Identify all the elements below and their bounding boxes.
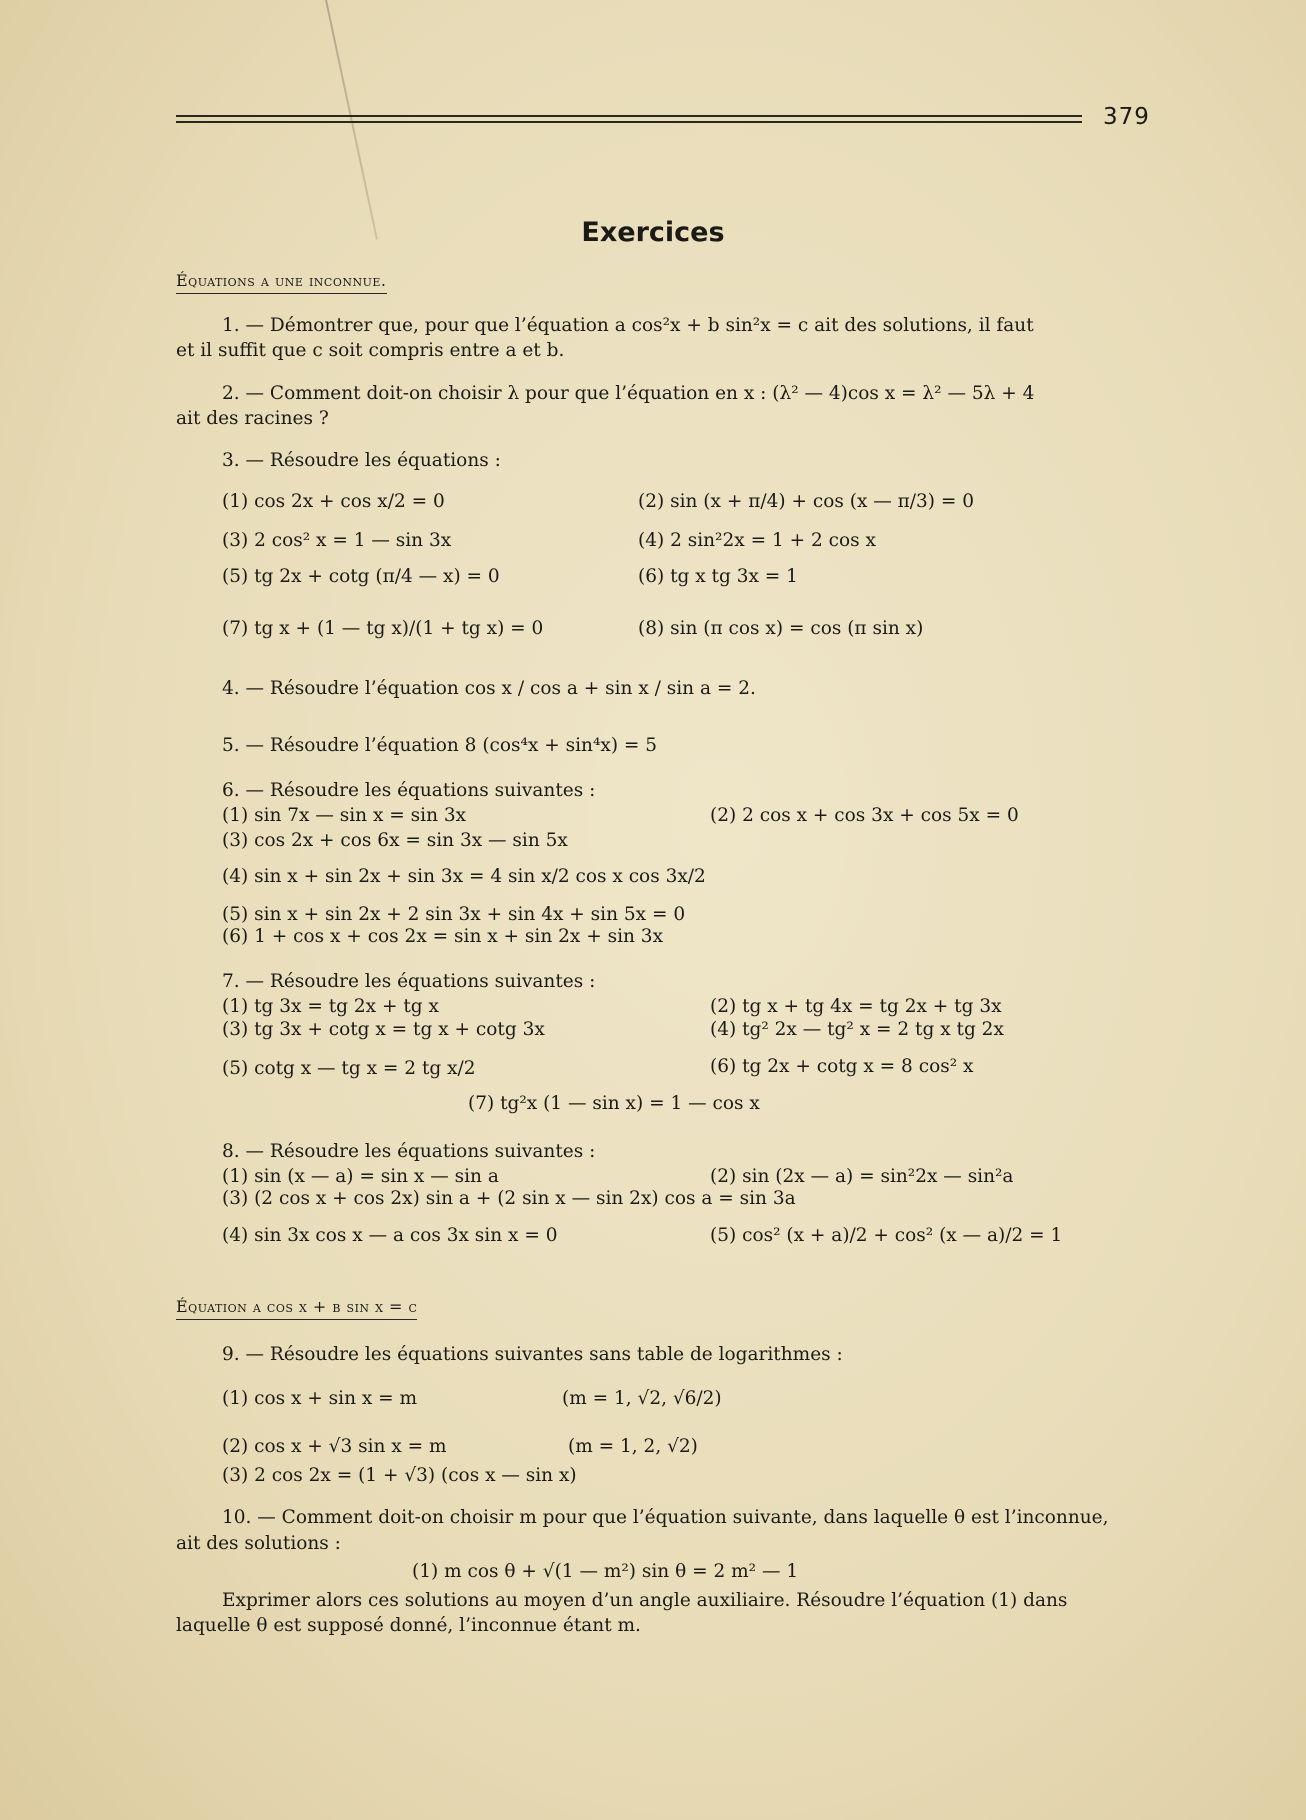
equation: (2) tg x + tg 4x = tg 2x + tg 3x (710, 996, 1002, 1017)
section-heading: Équation a cos x + b sin x = c (176, 1297, 417, 1320)
equation: (8) sin (π cos x) = cos (π sin x) (638, 618, 924, 639)
equation: (7) tg x + (1 — tg x)/(1 + tg x) = 0 (222, 618, 544, 639)
exercise-10-line-1: 10. — Comment doit-on choisir m pour que l’équation suivante, dans laquelle θ est l’inconnue, (222, 1507, 1109, 1528)
equation: (1) cos x + sin x = m (222, 1388, 418, 1409)
equation: (6) tg 2x + cotg x = 8 cos² x (710, 1056, 974, 1077)
exercise-4: 4. — Résoudre l’équation cos x / cos a + sin x / sin a = 2. (222, 678, 756, 699)
header-rule (176, 115, 1082, 117)
exercise-9-heading: 9. — Résoudre les équations suivantes sans table de logarithmes : (222, 1344, 843, 1365)
equation-parameter: (m = 1, √2, √6/2) (562, 1388, 722, 1409)
exercise-8-heading: 8. — Résoudre les équations suivantes : (222, 1141, 596, 1162)
equation: (2) 2 cos x + cos 3x + cos 5x = 0 (710, 805, 1019, 826)
equation: (5) cotg x — tg x = 2 tg x/2 (222, 1058, 476, 1079)
equation: (1) tg 3x = tg 2x + tg x (222, 996, 439, 1017)
exercise-5: 5. — Résoudre l’équation 8 (cos⁴x + sin⁴x) = 5 (222, 735, 658, 756)
page-number: 379 (1103, 104, 1150, 130)
equation: (1) m cos θ + √(1 — m²) sin θ = 2 m² — 1 (412, 1561, 799, 1582)
equation: (7) tg²x (1 — sin x) = 1 — cos x (468, 1093, 760, 1114)
equation: (2) cos x + √3 sin x = m (222, 1436, 447, 1457)
equation-parameter: (m = 1, 2, √2) (568, 1436, 698, 1457)
equation: (2) sin (x + π/4) + cos (x — π/3) = 0 (638, 491, 975, 512)
equation: (1) sin (x — a) = sin x — sin a (222, 1166, 499, 1187)
equation: (3) tg 3x + cotg x = tg x + cotg 3x (222, 1019, 545, 1040)
exercise-1-line-2: et il suffit que c soit compris entre a et b. (176, 340, 565, 361)
exercise-10-line-3: Exprimer alors ces solutions au moyen d’un angle auxiliaire. Résoudre l’équation (1) dans (222, 1590, 1068, 1611)
equation: (3) cos 2x + cos 6x = sin 3x — sin 5x (222, 830, 568, 851)
page-crease (325, 0, 378, 240)
exercise-10-line-2: ait des solutions : (176, 1533, 341, 1554)
exercise-10-line-4: laquelle θ est supposé donné, l’inconnue étant m. (176, 1615, 641, 1636)
equation: (5) tg 2x + cotg (π/4 — x) = 0 (222, 566, 500, 587)
exercise-6-heading: 6. — Résoudre les équations suivantes : (222, 780, 596, 801)
equation: (1) sin 7x — sin x = sin 3x (222, 805, 467, 826)
equation: (5) cos² (x + a)/2 + cos² (x — a)/2 = 1 (710, 1225, 1063, 1246)
header-rule (176, 121, 1082, 123)
equation: (2) sin (2x — a) = sin²2x — sin²a (710, 1166, 1014, 1187)
equation: (3) 2 cos² x = 1 — sin 3x (222, 530, 452, 551)
equation: (4) sin x + sin 2x + sin 3x = 4 sin x/2 cos x cos 3x/2 (222, 866, 706, 887)
page-title: Exercices (581, 217, 725, 248)
exercise-1-line-1: 1. — Démontrer que, pour que l’équation a cos²x + b sin²x = c ait des solutions, il faut (222, 315, 1034, 336)
section-heading: Équations a une inconnue. (176, 271, 387, 294)
equation: (4) tg² 2x — tg² x = 2 tg x tg 2x (710, 1019, 1004, 1040)
equation: (1) cos 2x + cos x/2 = 0 (222, 491, 445, 512)
exercise-2-line-2: ait des racines ? (176, 408, 329, 429)
exercise-7-heading: 7. — Résoudre les équations suivantes : (222, 971, 596, 992)
exercise-3-heading: 3. — Résoudre les équations : (222, 450, 501, 471)
exercise-2-line-1: 2. — Comment doit-on choisir λ pour que l’équation en x : (λ² — 4)cos x = λ² — 5λ + 4 (222, 383, 1035, 404)
equation: (4) sin 3x cos x — a cos 3x sin x = 0 (222, 1225, 558, 1246)
equation: (6) 1 + cos x + cos 2x = sin x + sin 2x + sin 3x (222, 926, 664, 947)
equation: (3) 2 cos 2x = (1 + √3) (cos x — sin x) (222, 1465, 577, 1486)
equation: (6) tg x tg 3x = 1 (638, 566, 798, 587)
equation: (5) sin x + sin 2x + 2 sin 3x + sin 4x + sin 5x = 0 (222, 904, 686, 925)
equation: (3) (2 cos x + cos 2x) sin a + (2 sin x — sin 2x) cos a = sin 3a (222, 1188, 796, 1209)
equation: (4) 2 sin²2x = 1 + 2 cos x (638, 530, 876, 551)
